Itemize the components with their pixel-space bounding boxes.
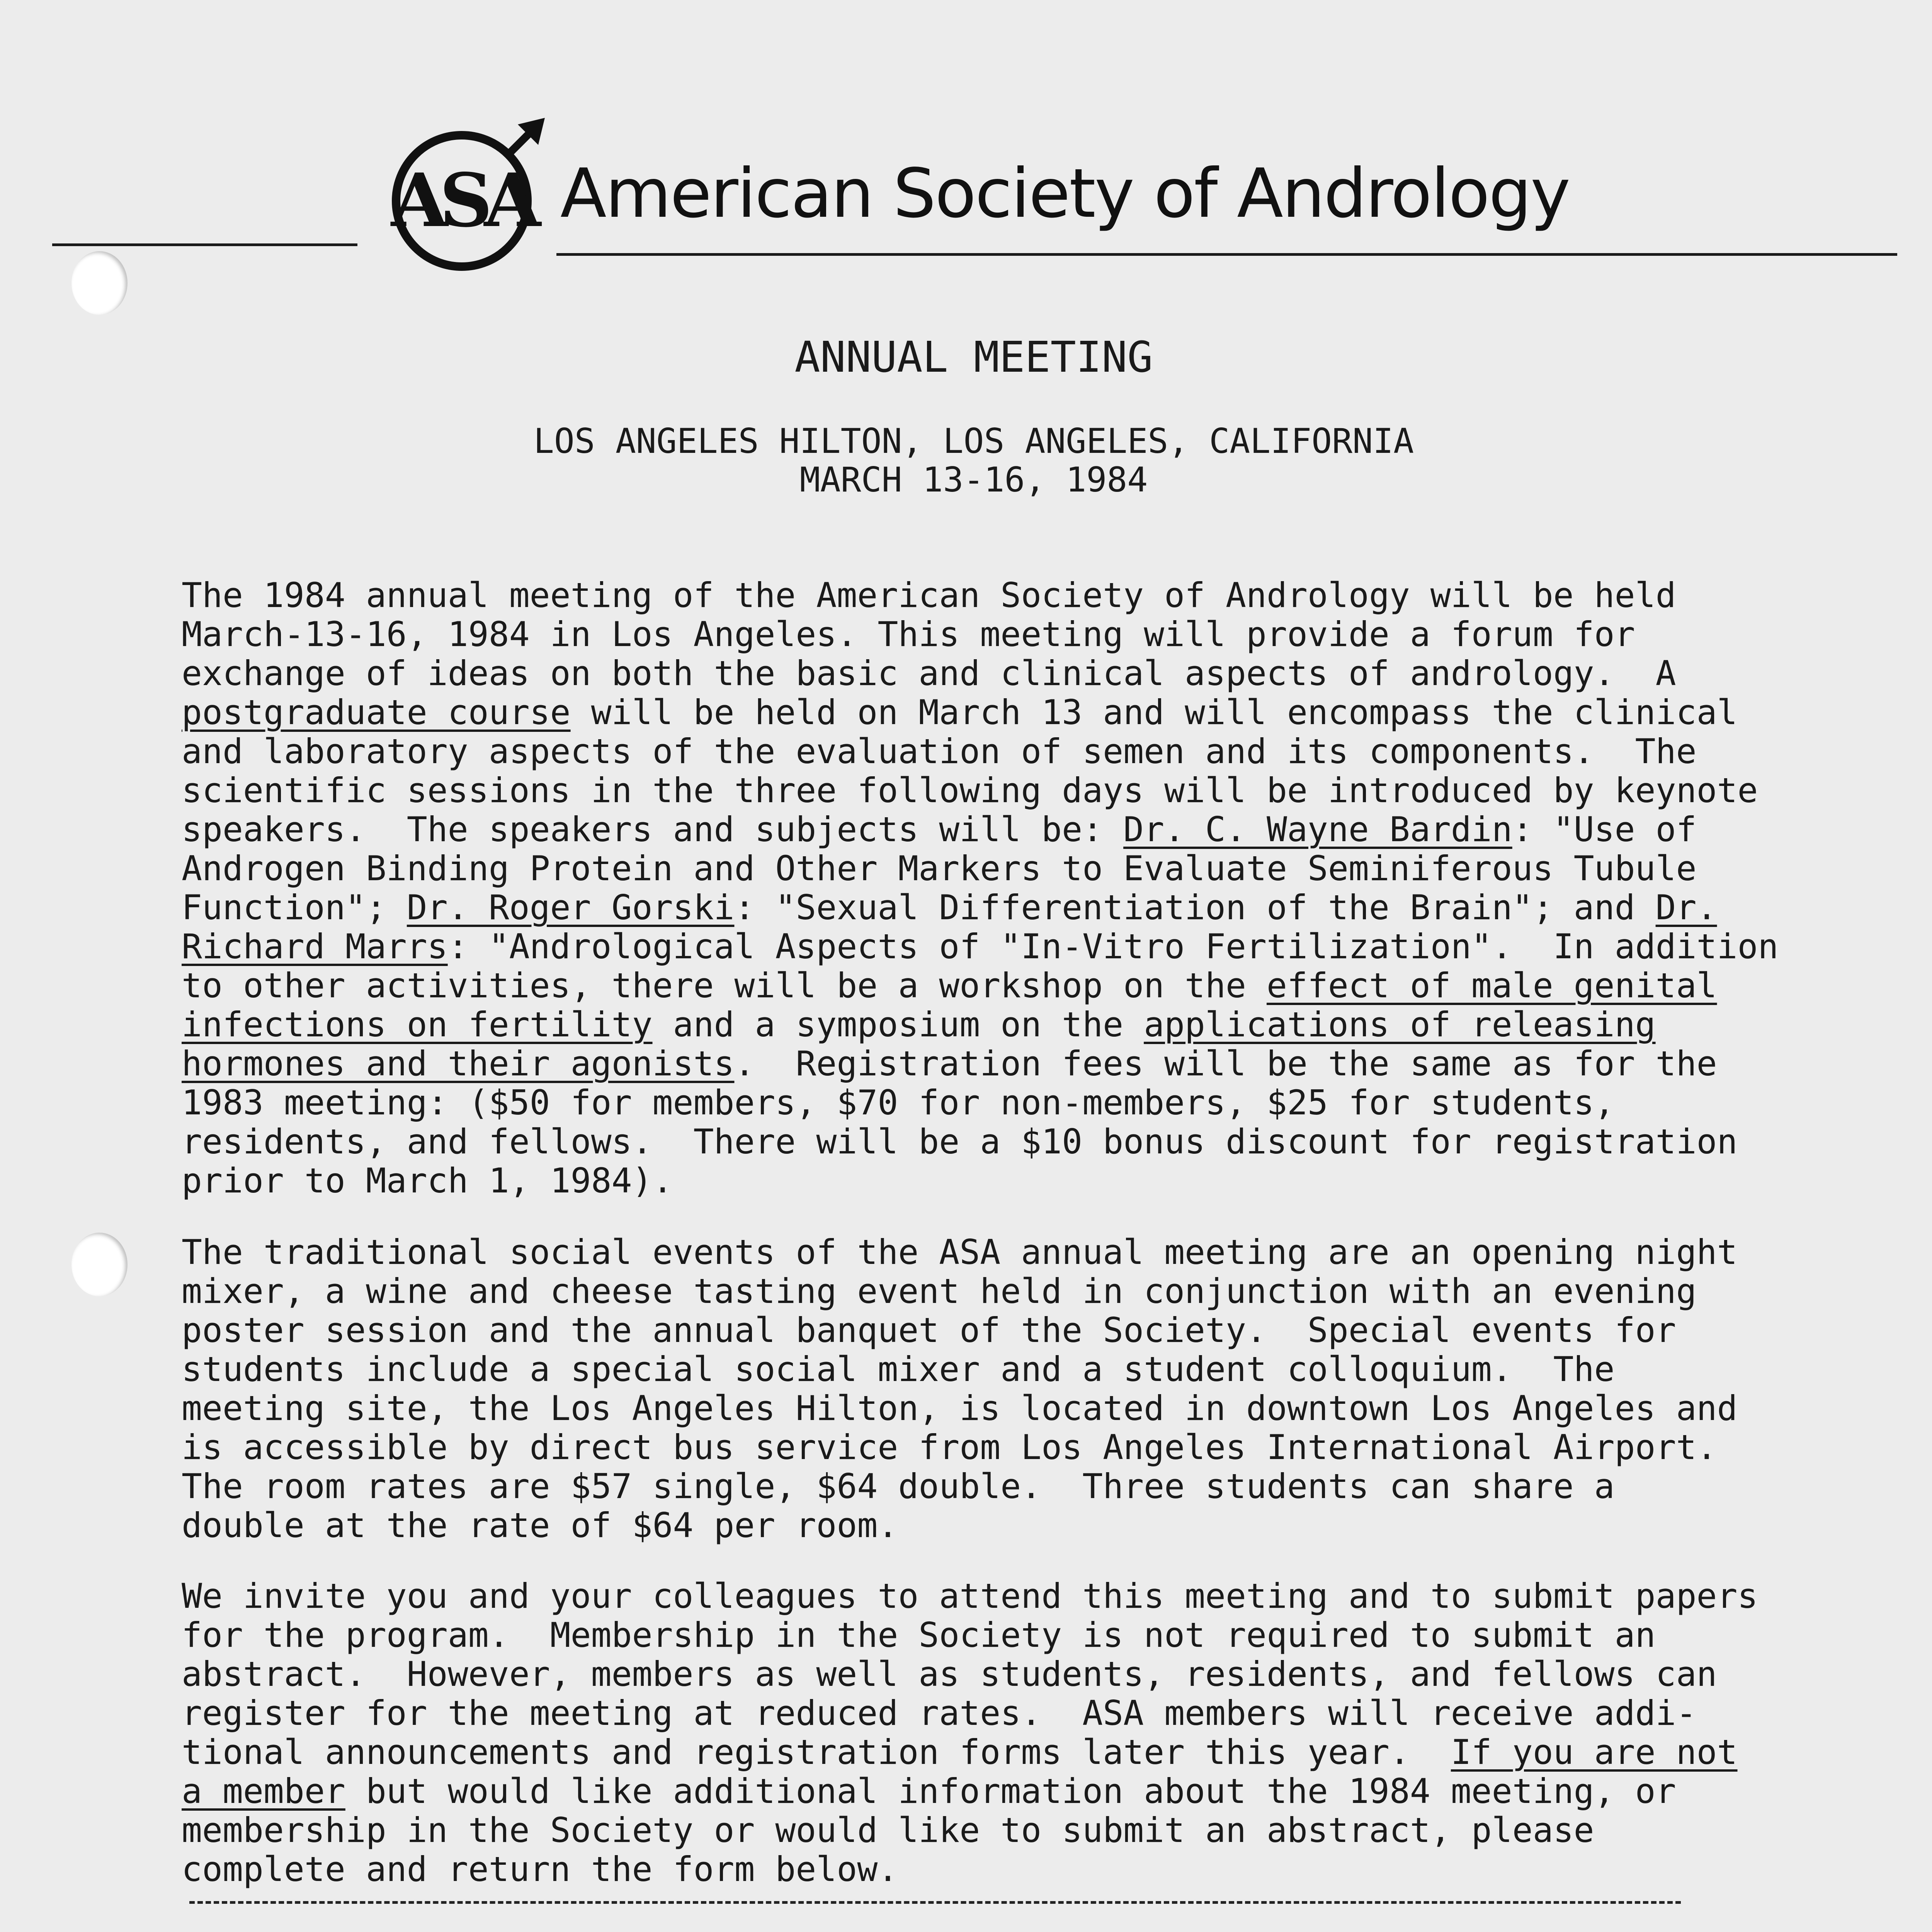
paragraph-invitation: We invite you and your colleagues to attend this meeting and to submit papers for the program. Membership in the Society is not required to submit an abstract. However, members as well as students, residents, and fellows can register for the meeting at reduced rates. ASA members will receive addi- tional announcements and registration forms later this year. If you are not a member but would like additional information about the 1984 meeting, or membership in the Society or would like to submit an abstract, please complete and return the form below. (182, 1576, 1758, 1889)
cut-line-top (189, 1901, 1681, 1904)
logo-text: ASA (391, 157, 533, 243)
venue-line: LOS ANGELES HILTON, LOS ANGELES, CALIFORNIA (533, 421, 1414, 461)
header-rule-right (556, 253, 1897, 256)
underline-postgraduate-course: postgraduate course (182, 692, 571, 732)
punch-hole-top (71, 251, 128, 315)
paragraph-intro: The 1984 annual meeting of the American Society of Andrology will be held March-13-16, 1984 in Los Angeles. This meeting will provide a forum for exchange of ideas on both the basic and clinical aspects of andrology. A postgraduate course will be held on March 13 and will encompass the clinical and laboratory aspects of the evaluation of semen and its components. The scientific sessions in the three following days will be introduced by keynote speakers. The speakers and subjects will be: Dr. C. Wayne Bardin: "Use of Androgen Binding Protein and Other Markers to Evaluate Seminiferous Tubule Function"; Dr. Roger Gorski: "Sexual Differentiation of the Brain"; and Dr. Richard Marrs: "Andrological Aspects of "In-Vitro Fertilization". In addition to other activities, there will be a workshop on the effect of male genital infections on fertility and a symposium on the applications of releasing hormones and their agonists. Registration fees will be the same as for the 1983 meeting: ($50 for members, $70 for non-members, $25 for students, residents, and fellows. There will be a $10 bonus discount for registration prior to March 1, 1984). (182, 575, 1779, 1201)
asa-logo (384, 116, 547, 278)
society-name: American Society of Andrology (560, 155, 1570, 233)
document-title: ANNUAL MEETING (794, 332, 1153, 382)
paragraph-social-events: The traditional social events of the ASA annual meeting are an opening night mixer, a wine and cheese tasting event held in conjunction with an evening poster session and the annual banquet of the Society. Special events for students include a special social mixer and a student colloquium. The meeting site, the Los Angeles Hilton, is located in downtown Los Angeles and is accessible by direct bus service from Los Angeles International Airport. The room rates are $57 single, $64 double. Three students can share a double at the rate of $64 per room. (182, 1232, 1738, 1545)
header-rule-left (52, 243, 357, 246)
punch-hole-middle (71, 1233, 128, 1296)
dates-line: MARCH 13-16, 1984 (799, 460, 1148, 500)
